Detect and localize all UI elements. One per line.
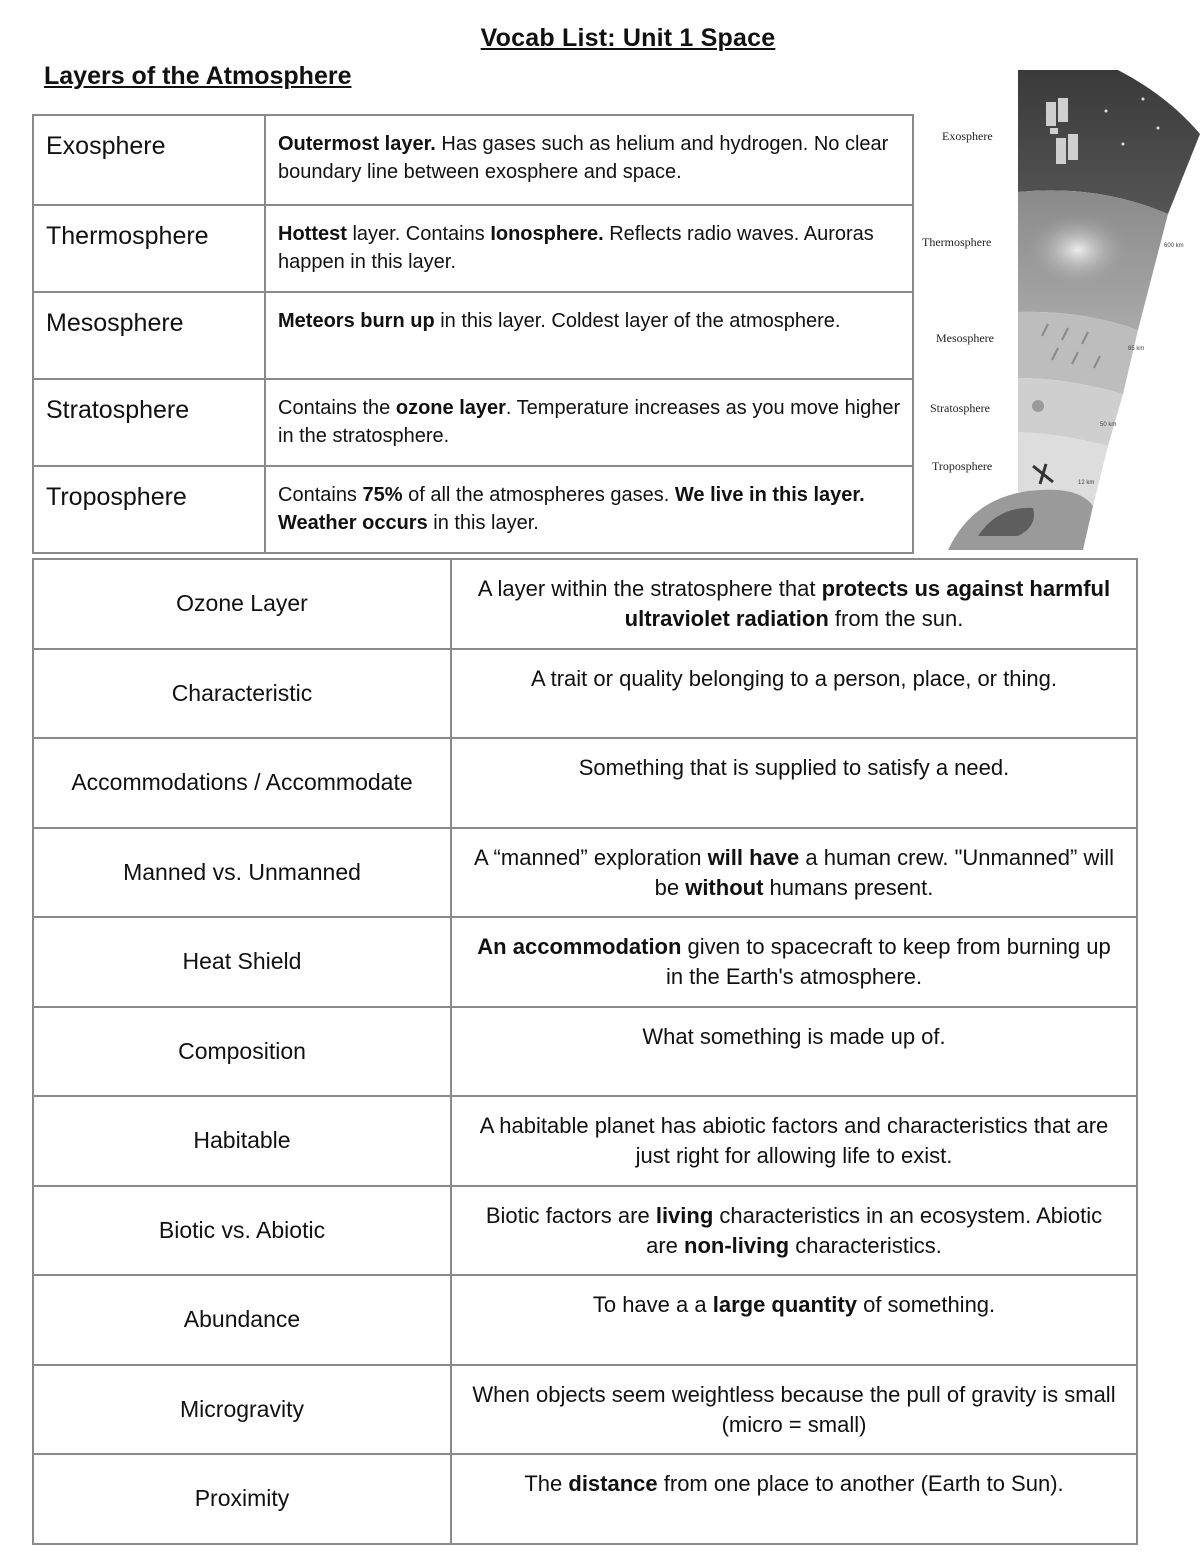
term-cell: Mesosphere: [33, 292, 265, 379]
definition-text: A trait or quality belonging to a person, place, or thing.: [531, 665, 1057, 691]
definition-bold-text: Outermost layer.: [278, 133, 436, 155]
definition-text: a human crew. "Unmanned” will be: [654, 844, 1115, 900]
layer-row: [33, 466, 913, 553]
definition-text: Contains the: [278, 397, 396, 419]
vocab-row: [33, 917, 1137, 1007]
term-cell: Characteristic: [33, 649, 451, 739]
term-cell: Accommodations / Accommodate: [33, 738, 451, 828]
definition-text: characteristics in an ecosystem. Abiotic are: [646, 1202, 1103, 1258]
definition-cell: [451, 1365, 1137, 1455]
term-cell: Composition: [33, 1007, 451, 1097]
diagram-label-mesosphere: Mesosphere: [936, 331, 994, 345]
definition-bold-text: without: [685, 874, 764, 900]
definition-bold-text: Hottest: [278, 223, 347, 245]
term-cell: Abundance: [33, 1275, 451, 1365]
term-cell: Troposphere: [33, 466, 265, 553]
vocab-row: [33, 1365, 1137, 1455]
atmosphere-layers-diagram: [918, 66, 1200, 550]
vocab-row: [33, 1007, 1137, 1097]
definition-bold-text: An accommodation: [477, 934, 682, 959]
vocab-row: [33, 1275, 1137, 1365]
layers-table: [32, 114, 914, 554]
term-cell: Microgravity: [33, 1365, 451, 1455]
diagram-altitude-50: 50 km: [1100, 422, 1117, 428]
aurora-shape: [1026, 212, 1130, 288]
diagram-label-troposphere: Troposphere: [932, 459, 993, 473]
term-cell: Habitable: [33, 1096, 451, 1186]
definition-text: Biotic factors are: [485, 1202, 656, 1228]
vocab-row: [33, 1096, 1137, 1186]
definition-text: in this layer.: [427, 512, 539, 534]
definition-text: humans present.: [763, 874, 934, 900]
definition-text: A layer within the stratosphere that: [477, 576, 822, 601]
definition-bold-text: protects us against harmful ultraviolet radiation: [624, 576, 1111, 631]
definition-text: Reflects radio waves. Auroras happen in this layer.: [278, 223, 874, 273]
definition-bold-text: Meteors burn up: [278, 310, 435, 332]
balloon-icon: [1032, 400, 1044, 412]
page-title: Vocab List: Unit 1 Space: [480, 24, 776, 52]
layer-row: [33, 292, 913, 379]
layers-table-body: [33, 115, 913, 553]
vocab-table-body: [33, 559, 1137, 1544]
definition-cell: [451, 1007, 1137, 1097]
definition-bold-text: distance: [568, 1471, 658, 1496]
definition-text: To have a a: [592, 1292, 713, 1317]
term-cell: Thermosphere: [33, 205, 265, 292]
definition-bold-text: We live in this layer. Weather occurs: [278, 484, 865, 534]
definition-text: in this layer. Coldest layer of the atmosphere.: [434, 310, 841, 332]
vocab-row: [33, 1186, 1137, 1276]
definition-text: Something that is supplied to satisfy a need.: [578, 755, 1010, 780]
term-cell: Biotic vs. Abiotic: [33, 1186, 451, 1276]
definition-bold-text: will have: [707, 844, 800, 870]
definition-text: from the sun.: [828, 606, 964, 631]
definition-text: of something.: [856, 1292, 996, 1317]
definition-cell: [451, 917, 1137, 1007]
layer-row: [33, 115, 913, 205]
definition-cell: [451, 1275, 1137, 1365]
definition-cell: [265, 115, 913, 205]
section-heading-layers: Layers of the Atmosphere: [44, 62, 352, 90]
vocab-row: [33, 649, 1137, 739]
definition-text: characteristics.: [789, 1232, 942, 1258]
definition-text: Has gases such as helium and hydrogen. No clear boundary line between exosphere and space.: [278, 133, 889, 183]
definition-text: A habitable planet has abiotic factors and characteristics that are just right for allowing life to exist.: [479, 1113, 1109, 1168]
layer-row: [33, 205, 913, 292]
definition-cell: [451, 649, 1137, 739]
definition-text: A “manned” exploration: [473, 844, 708, 870]
definition-cell: [265, 466, 913, 553]
diagram-label-stratosphere: Stratosphere: [930, 401, 990, 415]
definition-bold-text: Ionosphere.: [490, 223, 604, 245]
diagram-altitude-85: 85 km: [1128, 346, 1145, 352]
vocab-row: [33, 1454, 1137, 1544]
diagram-label-exosphere: Exosphere: [942, 129, 993, 143]
definition-text: What something is made up of.: [642, 1023, 946, 1049]
definition-cell: [451, 828, 1137, 918]
definition-text: given to spacecraft to keep from burning up in the Earth's atmosphere.: [665, 934, 1111, 989]
definition-cell: [451, 738, 1137, 828]
definition-text: from one place to another (Earth to Sun).: [657, 1471, 1064, 1496]
definition-bold-text: large quantity: [712, 1292, 857, 1317]
term-cell: Stratosphere: [33, 379, 265, 466]
vocab-row: [33, 559, 1137, 649]
term-cell: Ozone Layer: [33, 559, 451, 649]
term-cell: Exosphere: [33, 115, 265, 205]
diagram-altitude-12: 12 km: [1078, 480, 1095, 486]
definition-cell: [451, 1186, 1137, 1276]
diagram-label-thermosphere: Thermosphere: [922, 235, 992, 249]
definition-cell: [265, 205, 913, 292]
definition-text: layer. Contains: [346, 223, 491, 245]
term-cell: Heat Shield: [33, 917, 451, 1007]
layer-row: [33, 379, 913, 466]
definition-cell: [451, 559, 1137, 649]
definition-text: When objects seem weightless because the pull of gravity is small (micro = small): [472, 1381, 1116, 1437]
definition-cell: [451, 1096, 1137, 1186]
definition-text: . Temperature increases as you move higher in the stratosphere.: [278, 397, 901, 447]
definition-bold-text: ozone layer: [395, 397, 506, 419]
vocab-row: [33, 738, 1137, 828]
definition-text: Contains: [278, 484, 363, 506]
definition-bold-text: 75%: [362, 484, 403, 506]
definition-cell: [265, 292, 913, 379]
definition-cell: [265, 379, 913, 466]
definition-bold-text: living: [655, 1202, 714, 1228]
definition-text: of all the atmospheres gases.: [402, 484, 675, 506]
vocab-row: [33, 828, 1137, 918]
definition-text: The: [524, 1471, 569, 1496]
diagram-altitude-600: 600 km: [1164, 243, 1184, 249]
term-cell: Manned vs. Unmanned: [33, 828, 451, 918]
term-cell: Proximity: [33, 1454, 451, 1544]
definition-bold-text: non-living: [684, 1232, 790, 1258]
definition-cell: [451, 1454, 1137, 1544]
vocab-table: [32, 558, 1138, 1545]
